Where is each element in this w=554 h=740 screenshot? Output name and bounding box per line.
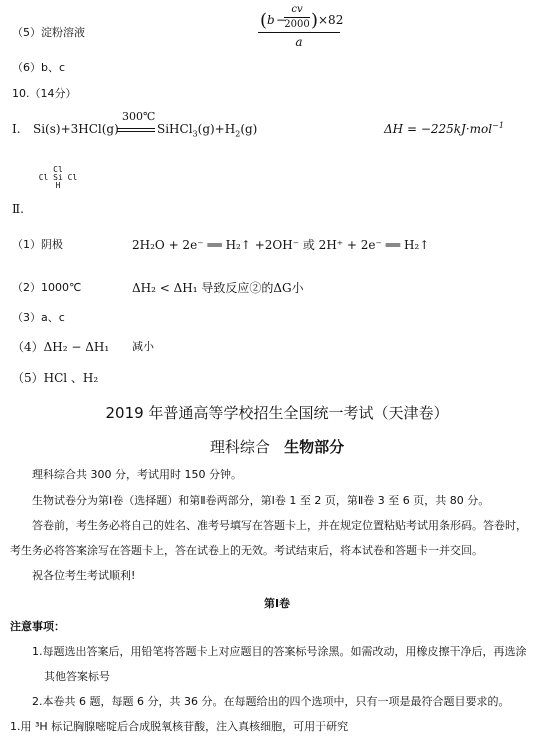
frac-inner-bar bbox=[284, 17, 310, 18]
fraction-expression bbox=[258, 2, 344, 49]
exam-subtitle: 理科综合 生物部分 bbox=[209, 438, 345, 456]
notes-title: 注意事项： bbox=[10, 620, 65, 633]
frac-inner-num: cv bbox=[291, 4, 303, 15]
reaction-condition: 300℃ bbox=[122, 110, 156, 123]
section10-heading: 10.（14分） bbox=[12, 87, 77, 100]
lewis-structure bbox=[38, 166, 78, 190]
frac-b: b bbox=[267, 13, 275, 27]
p1-label: （1）阴极 bbox=[12, 238, 63, 251]
note1-line1: 1.每题选出答案后，用铅笔将答题卡上对应题目的答案标号涂黑。如需改动，用橡皮擦干净后，再选涂 bbox=[32, 645, 527, 658]
reaction-reactants: Si(s)+3HCl(g) bbox=[33, 122, 119, 136]
para3-line1: 答卷前，考生务必将自己的姓名、准考号填写在答题卡上，并在规定位置粘贴考试用条形码。答卷时， bbox=[32, 519, 527, 532]
part2-label: Ⅱ. bbox=[12, 202, 24, 216]
reaction-products: $SiHCl_3(g)+H_2(g)$ bbox=[157, 122, 258, 139]
note1-line2: 其他答案标号 bbox=[44, 670, 110, 683]
p2-label: （2）1000℃ bbox=[12, 281, 82, 294]
item6: （6）b、c bbox=[12, 61, 66, 74]
frac-minus: − bbox=[276, 13, 287, 27]
reaction-arrow-line2 bbox=[117, 131, 155, 132]
para2: 生物试卷分为第Ⅰ卷（选择题）和第Ⅱ卷两部分，第Ⅰ卷 1 至 2 页，第Ⅱ卷 3 至 6 页，共 80 分。 bbox=[32, 494, 490, 507]
volume-heading: 第Ⅰ卷 bbox=[263, 597, 291, 610]
p5: （5）HCl 、H₂ bbox=[12, 371, 99, 385]
exam-title: 2019 年普通高等学校招生全国统一考试（天津卷） bbox=[105, 404, 449, 422]
frac-times: ×82 bbox=[318, 13, 344, 27]
note2: 2.本卷共 6 题，每题 6 分，共 36 分。在每题给出的四个选项中，只有一项是最符合题目要求的。 bbox=[32, 695, 510, 708]
p2-text: ΔH₂ < ΔH₁ 导致反应②的ΔG小 bbox=[132, 281, 304, 295]
p1-equation: 2H₂O + 2e⁻ ══ H₂↑ +2OH⁻ 或 2H⁺ + 2e⁻ ══ H₂↑ bbox=[132, 238, 430, 252]
item5-label: （5）淀粉溶液 bbox=[12, 26, 85, 39]
enthalpy-change: ΔH = −225kJ·mol$^{-1}$ bbox=[384, 121, 504, 136]
para3-line2: 考生务必将答案涂写在答题卡上，答在试卷上的无效。考试结束后，将本试卷和答题卡一并交回。 bbox=[10, 544, 483, 557]
paren-close: ) bbox=[311, 10, 319, 31]
lewis-bottom: H bbox=[55, 181, 61, 190]
p4-value: 减小 bbox=[132, 340, 154, 353]
paren-open: ( bbox=[260, 10, 268, 31]
frac-den: a bbox=[295, 35, 303, 49]
p3: （3）a、c bbox=[12, 311, 65, 324]
para1: 理科综合共 300 分，考试用时 150 分钟。 bbox=[32, 468, 242, 481]
lewis-top: Cl bbox=[53, 165, 63, 174]
lewis-mid: Cl Si Cl bbox=[38, 173, 78, 182]
p4-label: （4）ΔH₂ − ΔH₁ bbox=[12, 340, 110, 354]
reaction-arrow-line1 bbox=[117, 128, 155, 129]
frac-inner-den: 2000 bbox=[284, 19, 310, 30]
fraction-bar bbox=[258, 32, 340, 33]
para4: 祝各位考生考试顺利! bbox=[32, 569, 136, 582]
part1-label: Ⅰ. bbox=[12, 122, 21, 136]
question1: 1.用 ³H 标记胸腺嘧啶后合成脱氧核苷酸，注入真核细胞，可用于研究 bbox=[10, 720, 349, 733]
